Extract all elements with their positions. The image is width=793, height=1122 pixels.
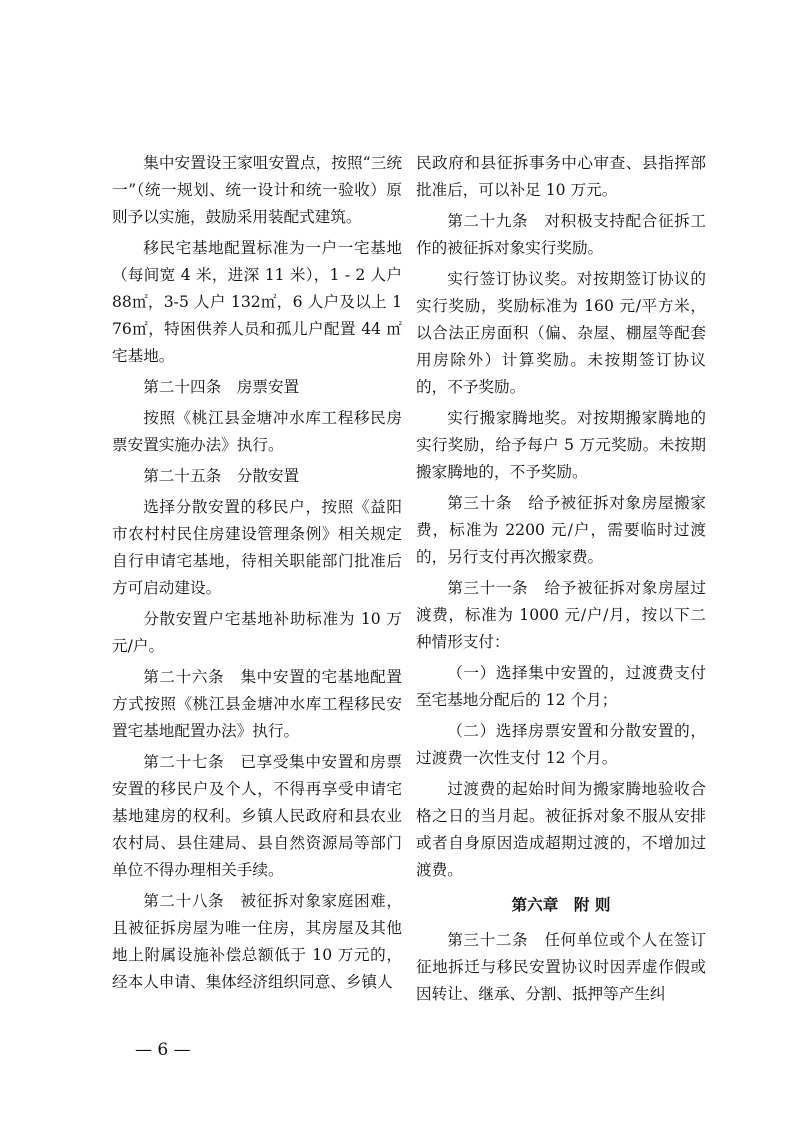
paragraph: 实行搬家腾地奖。对按期搬家腾地的实行奖励，给予每户 5 万元奖励。未按期搬家腾地的，不予奖励。 [416,409,706,481]
paragraph: 选择分散安置的移民户，按照《益阳市农村村民住房建设管理条例》相关规定自行申请宅基地，待相关职能部门批准后方可启动建设。 [112,498,402,597]
paragraph: 第二十七条 已享受集中安置和房票安置的移民户及个人，不得再享受申请宅基地建房的权利。乡镇人民政府和县农业农村局、县住建局、县自然资源局等部门单位不得办理相关手续。 [112,753,402,879]
paragraph: 第二十六条 集中安置的宅基地配置方式按照《桃江县金塘冲水库工程移民安置宅基地配置办法》执行。 [112,668,402,740]
left-column [112,150,402,996]
paragraph: 第三十条 给予被征拆对象房屋搬家费，标准为 2200 元/户，需要临时过渡的，另行支付再次搬家费。 [416,494,706,566]
list-item: （二）选择房票安置和分散安置的，过渡费一次性支付 12 个月。 [416,722,706,767]
chapter-heading: 第六章 附 则 [511,896,611,914]
paragraph: 第二十九条 对积极支持配合征拆工作的被征拆对象实行奖励。 [416,212,706,257]
paragraph: 按照《桃江县金塘冲水库工程移民房票安置实施办法》执行。 [112,409,402,454]
list-item: （一）选择集中安置的，过渡费支付至宅基地分配后的 12 个月； [416,664,706,709]
paragraph: 第三十二条 任何单位或个人在签订征地拆迁与移民安置协议时因弄虚作假或因转让、继承、分割、抵押等产生纠 [416,931,706,1003]
paragraph: 第二十八条 被征拆对象家庭困难，且被征拆房屋为唯一住房，其房屋及其他地上附属设施补偿总额低于 10 万元的，经本人申请、集体经济组织同意、乡镇人 [112,892,402,991]
article-heading: 第二十四条 房票安置 [143,378,300,396]
right-column [416,150,706,1008]
paragraph: 集中安置设王家咀安置点，按照“三统一”（统一规划、统一设计和统一验收）原则予以实施，鼓励采用装配式建筑。 [112,154,402,226]
paragraph: 过渡费的起始时间为搬家腾地验收合格之日的当月起。被征拆对象不服从安排或者自身原因造成超期过渡的，不增加过渡费。 [416,780,706,879]
page-number: — 6 — [135,1040,191,1060]
paragraph: 第三十一条 给予被征拆对象房屋过渡费，标准为 1000 元/户/月，按以下二种情形支付： [416,579,706,651]
article-heading: 第二十五条 分散安置 [143,467,300,485]
paragraph: 分散安置户宅基地补助标准为 10 万元/户。 [112,610,402,655]
paragraph: 实行签订协议奖。对按期签订协议的实行奖励，奖励标准为 160 元/平方米，以合法正房面积（偏、杂屋、棚屋等配套用房除外）计算奖励。未按期签订协议的，不予奖励。 [416,270,706,396]
paragraph: 民政府和县征拆事务中心审查、县指挥部批准后，可以补足 10 万元。 [416,154,706,199]
paragraph: 移民宅基地配置标准为一户一宅基地（每间宽 4 米，进深 11 米），1 - 2 人户 88㎡，3-5 人户 132㎡，6 人户及以上 176㎡，特困供养人员和孤儿户配置 44 ㎡宅基地。 [112,239,402,365]
